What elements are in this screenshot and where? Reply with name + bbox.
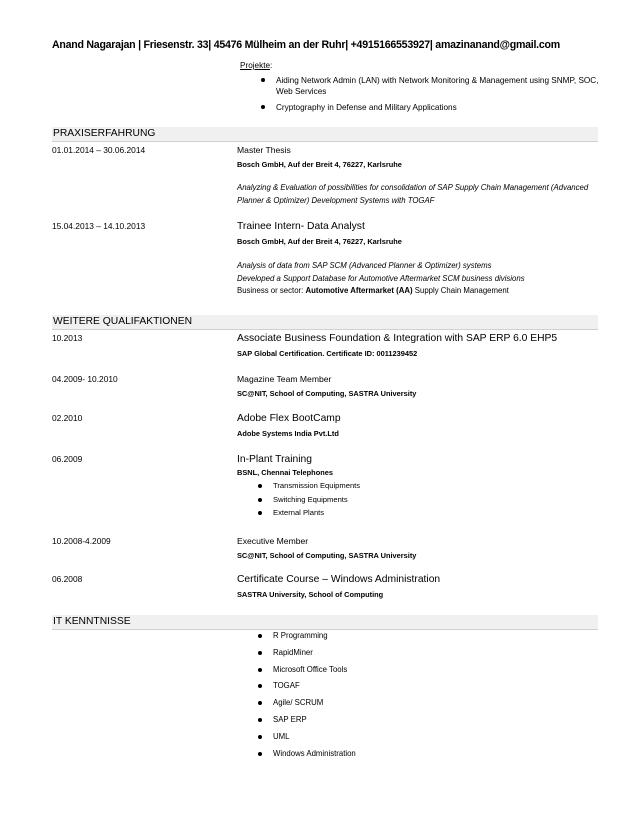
experience-body — [237, 221, 597, 298]
skill-item: RapidMiner — [255, 648, 356, 658]
qualification-body — [237, 574, 597, 599]
list-item: Transmission Equipments — [255, 481, 597, 491]
experience-description: Developed a Support Database for Automotive Aftermarket SCM business divisions — [237, 273, 525, 283]
skills-list — [255, 631, 356, 759]
training-list — [255, 481, 597, 518]
skill-item: R Programming — [255, 631, 356, 641]
qualification-date: 10.2008-4.2009 — [52, 536, 111, 546]
qualification-date: 06.2008 — [52, 574, 83, 584]
experience-description: Analyzing & Evaluation of possibilities for consolidation of SAP Supply Chain Management (Advanced Planner & Optimizer) Development Systems with TOGAF — [237, 183, 589, 205]
qualification-title: Magazine Team Member — [237, 374, 332, 384]
qualification-org: Adobe Systems India Pvt.Ltd — [237, 429, 339, 438]
qualification-date: 04.2009- 10.2010 — [52, 374, 118, 384]
qualification-body — [237, 333, 597, 358]
skill-item: UML — [255, 732, 356, 742]
sector-prefix: Business or sector: — [237, 286, 306, 295]
experience-body — [237, 145, 597, 207]
qualification-title: Certificate Course – Windows Administration — [237, 574, 441, 585]
qualification-title: Adobe Flex BootCamp — [237, 413, 341, 424]
skill-item: Agile/ SCRUM — [255, 698, 356, 708]
skill-item: SAP ERP — [255, 715, 356, 725]
experience-title: Trainee Intern- Data Analyst — [237, 221, 365, 232]
qualification-date: 02.2010 — [52, 413, 83, 423]
sector-name: Automotive Aftermarket (AA) — [305, 286, 413, 295]
projects-list — [258, 75, 600, 113]
qualification-org: BSNL, Chennai Telephones — [237, 468, 333, 477]
list-item: Switching Equipments — [255, 495, 597, 505]
skill-item: TOGAF — [255, 681, 356, 691]
qualification-date: 10.2013 — [52, 333, 83, 343]
projects-label: Projekte — [240, 61, 271, 70]
projects-block — [240, 61, 600, 118]
qualification-title: In-Plant Training — [237, 454, 312, 465]
experience-company: Bosch GmbH, Auf der Breit 4, 76227, Karlsruhe — [237, 237, 402, 246]
section-it-kenntnisse: IT KENNTNISSE — [52, 615, 598, 630]
qualification-org: SC@NIT, School of Computing, SASTRA University — [237, 389, 417, 398]
list-item: External Plants — [255, 508, 597, 518]
qualification-date: 06.2009 — [52, 454, 83, 464]
experience-sector — [237, 285, 597, 298]
experience-date: 01.01.2014 – 30.06.2014 — [52, 145, 146, 155]
skill-item: Microsoft Office Tools — [255, 665, 356, 675]
experience-company: Bosch GmbH, Auf der Breit 4, 76227, Karlsruhe — [237, 160, 402, 169]
qualification-body — [237, 374, 597, 398]
qualification-body — [237, 454, 597, 522]
skill-item: Windows Administration — [255, 749, 356, 759]
qualification-body — [237, 536, 597, 560]
experience-description: Analysis of data from SAP SCM (Advanced Planner & Optimizer) systems — [237, 261, 492, 270]
experience-title: Master Thesis — [237, 145, 291, 155]
section-weitere-qualifikationen: WEITERE QUALIFAKTIONEN — [52, 315, 598, 330]
projects-label-colon: : — [270, 61, 273, 70]
project-item: Aiding Network Admin (LAN) with Network Monitoring & Management using SNMP, SOC, Web Services — [258, 75, 600, 97]
qualification-org: SASTRA University, School of Computing — [237, 590, 384, 599]
project-item: Cryptography in Defense and Military Applications — [258, 102, 600, 113]
experience-date: 15.04.2013 – 14.10.2013 — [52, 221, 146, 231]
qualification-org: SC@NIT, School of Computing, SASTRA University — [237, 551, 417, 560]
qualification-body — [237, 413, 597, 438]
qualification-title: Associate Business Foundation & Integration with SAP ERP 6.0 EHP5 — [237, 333, 558, 344]
section-praxiserfahrung: PRAXISERFAHRUNG — [52, 127, 598, 142]
contact-header: Anand Nagarajan | Friesenstr. 33| 45476 Mülheim an der Ruhr| +4915166553927| amazinanand@gmail.com — [52, 39, 560, 51]
qualification-title: Executive Member — [237, 536, 309, 546]
sector-suffix: Supply Chain Management — [412, 286, 509, 295]
skills-block — [255, 631, 356, 765]
qualification-org: SAP Global Certification. Certificate ID: 0011239452 — [237, 349, 418, 358]
